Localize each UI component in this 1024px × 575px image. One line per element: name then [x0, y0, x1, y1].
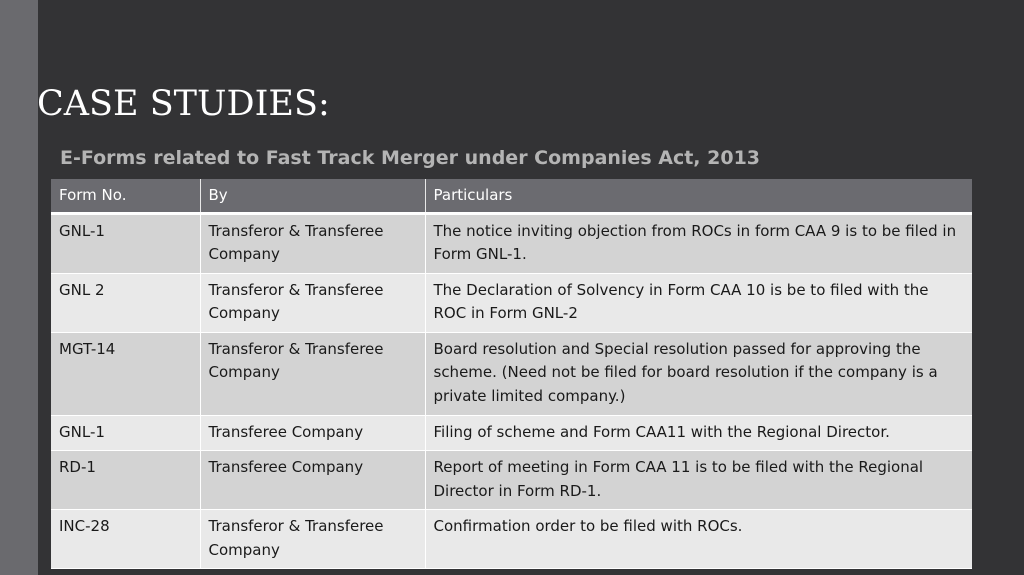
particulars-cell: Confirmation order to be filed with ROCs.: [425, 510, 972, 569]
by-cell: Transferee Company: [200, 451, 425, 510]
table-row: [51, 273, 972, 332]
form-no-cell: RD-1: [51, 451, 200, 510]
particulars-cell: The notice inviting objection from ROCs in form CAA 9 is to be filed in Form GNL-1.: [425, 213, 972, 273]
form-no-cell: GNL-1: [51, 415, 200, 451]
eforms-table: [51, 179, 972, 569]
slide-title: CASE STUDIES:: [37, 84, 330, 124]
table-header-row: [51, 179, 972, 213]
by-cell: Transferor & Transferee Company: [200, 510, 425, 569]
by-cell: Transferor & Transferee Company: [200, 273, 425, 332]
header-by: By: [200, 179, 425, 213]
by-cell: Transferor & Transferee Company: [200, 213, 425, 273]
particulars-cell: Board resolution and Special resolution passed for approving the scheme. (Need not be filed for board resolution if the company is a private limited company.): [425, 332, 972, 415]
particulars-cell: The Declaration of Solvency in Form CAA 10 is be to filed with the ROC in Form GNL-2: [425, 273, 972, 332]
slide-subtitle: E-Forms related to Fast Track Merger under Companies Act, 2013: [60, 147, 761, 169]
header-particulars: Particulars: [425, 179, 972, 213]
form-no-cell: GNL 2: [51, 273, 200, 332]
table-row: [51, 415, 972, 451]
form-no-cell: MGT-14: [51, 332, 200, 415]
by-cell: Transferee Company: [200, 415, 425, 451]
left-accent-band: [0, 0, 38, 575]
table-row: [51, 510, 972, 569]
table-row: [51, 451, 972, 510]
form-no-cell: INC-28: [51, 510, 200, 569]
form-no-cell: GNL-1: [51, 213, 200, 273]
table-row: [51, 332, 972, 415]
table-row: [51, 213, 972, 273]
by-cell: Transferor & Transferee Company: [200, 332, 425, 415]
particulars-cell: Report of meeting in Form CAA 11 is to be filed with the Regional Director in Form RD-1.: [425, 451, 972, 510]
header-form-no: Form No.: [51, 179, 200, 213]
particulars-cell: Filing of scheme and Form CAA11 with the Regional Director.: [425, 415, 972, 451]
